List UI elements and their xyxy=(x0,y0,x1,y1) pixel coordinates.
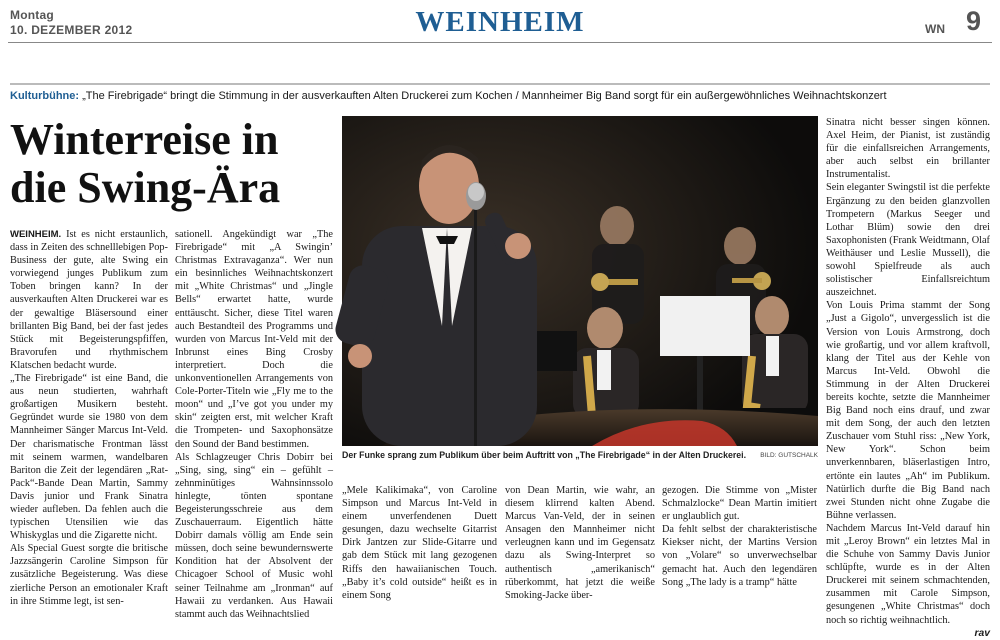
sheet-music xyxy=(660,296,750,356)
article-column-6 xyxy=(826,116,990,640)
article-paragraph: Als Schlagzeuger Chris Dobirr bei „Sing, sing, sing“ ein – gefühlt – zehnminütiges Wahnsinnssolo hinlegte, tönten spontane Begeisterungsschreie aus dem Zuschauerraum. Eigentlich hätte Dobirr damals völlig am Ende sein müssen, doch seine bewundernswerte Kondition hat der Absolvent der Chicagoer School of Music wohl seiner Teilnahme am „Ironman“ auf Hawaii zu verdanken. Aus Hawaii stammt auch das Weihnachtslied xyxy=(175,451,333,620)
article-paragraph: von Dean Martin, wie wahr, an diesem klirrend kalten Abend. Marcus Van-Veld, der in seinen Ansagen den Mannheimer nicht verleugnen kann und im Gegensatz dazu als Swing-Interpret so authentisch „amerikanisch“ rüberkommt, hat jetzt die weiße Smoking-Jacke über- xyxy=(505,485,655,601)
article-column-2 xyxy=(175,228,333,621)
photo-credit: BILD: GUTSCHALK xyxy=(760,452,818,459)
headline: Winterreise in die Swing-Ära xyxy=(10,115,281,212)
photo-caption: Der Funke sprang zum Publikum über beim Auftritt von „The Firebrigade“ in der Alten Druckerei. xyxy=(342,450,747,460)
dateline: WEINHEIM. xyxy=(10,229,62,240)
kicker xyxy=(10,90,990,102)
article-paragraph: „The Firebrigade“ ist eine Band, die aus neun studierten, wahrhaft großartigen Musikern besteht. Gegründet wurde sie 1980 von dem Mannheimer Sänger Marcus Int-Veld. Der charismatische Frontman lässt mit seinem warmen, wandelbaren Bariton die Zeit der legendären „Rat-Pack“-Bande Dean Martin, Sammy Davis junior und Frank Sinatra wieder aufleben. Da fehlen auch die typischen Utensilien wie das Whiskyglas und die Zigarette nicht. xyxy=(10,373,168,542)
section-title: WEINHEIM xyxy=(415,6,585,38)
article-paragraph: sationell. Angekündigt war „The Firebrigade“ mit „A Swingin’ Christmas Extravaganza“. Wer nun ein besinnliches Weihnachtskonzert mit „White Christmas“ und „Jingle Bells“ erwartet hatte, wurde enttäuscht. Sicher, diese Titel waren auch Bestandteil des Programms und wurden von Marcus Int-Veld mit der Inbrunst eines Bing Crosby interpretiert. Doch die unkonventionellen Arrangements von Cole-Porter-Titeln wie „Fly me to the moon“ und „I’ve got you under my skin“ zeigten erst, mit welcher Kraft die Trompeten- und Saxophonsätze den Sound der Band bestimmen. xyxy=(175,229,333,450)
article-paragraph: Nachdem Marcus Int-Veld darauf hin mit „Leroy Brown“ ein letztes Mal in die Schuhe von Sammy Davis Junior schlüpfte, wurde es in der Alten Druckerei mit seinem schmachtenden, zusammen mit Carole Simpson, gesungenen „White Christmas“ doch noch so richtig weihnachtlich. xyxy=(826,522,990,626)
issue-date: 10. DEZEMBER 2012 xyxy=(10,23,133,37)
article-column-5 xyxy=(662,484,817,589)
kicker-text: „The Firebrigade“ bringt die Stimmung in der ausverkauften Alten Druckerei zum Kochen / Mannheimer Big Band sorgt für ein außergewöhnliches Weihnachtskonzert xyxy=(79,90,887,102)
article-column-3 xyxy=(342,484,497,602)
article-paragraph: WEINHEIM. Ist es nicht erstaunlich, dass in Zeiten des schnelllebigen Pop-Business der gute, alte Swing ein vorwiegend junges Publikum zum Toben bringen kann? In der ausverkauften Alten Druckerei war es der gewaltige Bläsersound einer brillanten Big Band, bei der fast jedes Stück mit Begeisterungspfiffen, Bravorufen und rhythmischem Klatschen bedacht wurde. xyxy=(10,229,168,371)
concert-photo-illustration xyxy=(342,116,818,446)
header-divider xyxy=(8,42,992,43)
article-paragraph: Da fehlt selbst der charakteristische Kiekser nicht, der Martins Version von „Volare“ so unverwechselbar gemacht hat. Auch den legendären Song „The lady is a tramp“ hätte xyxy=(662,524,817,588)
article-column-1 xyxy=(10,228,168,608)
article-paragraph: „Mele Kalikimaka“, von Caroline Simpson und Marcus Int-Veld in einem unverfendenen Duett gesungen, dazu wechselte Gitarrist Dirk Jantzen zur Slide-Gitarre und gab dem Stück mit lang gezogenen Riffs den hawaiianischen Touch. „Baby it’s cold outside“ heißt es in einem Song xyxy=(342,485,497,601)
article-paragraph: Sinatra nicht besser singen können. Axel Heim, der Pianist, ist zuständig für die einfallsreichen Arrangements, aber auch selbst ein brillanter Instrumentalist. xyxy=(826,117,990,181)
article-paragraph: Von Louis Prima stammt der Song „Just a Gigolo“, unvergesslich ist die Version von Louis Armstrong, doch wie großartig, und vor allem kraftvoll, klang der Titel aus der Kehle von Marcus Int-Veld. Obwohl die Stimmung in der Alten Druckerei bereits kochte, setzte die Mannheimer Big Band noch eins drauf, und zwar mit dem Song, der auch den letzten Zuschauer vom Stuhl riss: „New York, New York“. Schon beim unverkennbaren, bläserlastigen Intro, ertönte ein lautes „Ah“ im Publikum. Natürlich durfte die Big Band nach zwei Stunden nicht ohne Zugabe die Bühne verlassen. xyxy=(826,300,990,521)
page-number: 9 xyxy=(966,6,982,36)
issue-day: Montag xyxy=(10,8,54,22)
kicker-divider xyxy=(10,83,990,85)
author-signature: rav xyxy=(974,627,990,639)
kicker-label: Kulturbühne: xyxy=(10,90,80,102)
article-paragraph: Als Special Guest sorgte die britische Jazzsängerin Caroline Simpson für zusätzliche Begeisterung. Was diese zierliche Person an emotionaler Kraft in ihre Stimme legt, ist sen- xyxy=(10,543,168,607)
publication-abbrev: WN xyxy=(925,22,945,36)
article-paragraph: Sein eleganter Swingstil ist die perfekte Ergänzung zu den beiden glanzvollen Trompetern (Markus Seeger und Lothar Blüm) sowie den drei Saxophonisten (Frank Weidtmann, Olaf Weithäuser und Leslie Mussell), die sowohl Spielfreude als auch solistischer Einfallsreichtum auszeichnet. xyxy=(826,182,990,299)
article-paragraph: gezogen. Die Stimme von „Mister Schmalzlocke“ Dean Martin imitiert er unglaublich gut. xyxy=(662,485,817,523)
article-column-4 xyxy=(505,484,655,602)
concert-photo xyxy=(342,116,818,446)
